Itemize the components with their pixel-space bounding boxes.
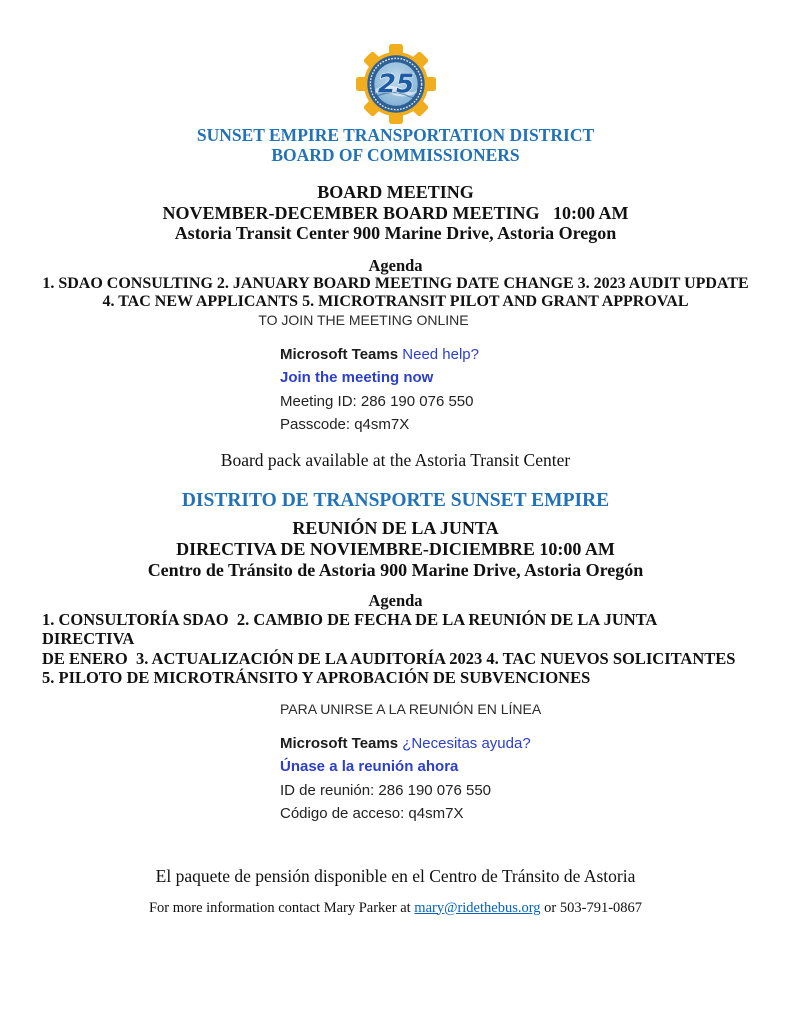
gear-logo-graphic xyxy=(351,44,441,124)
logo-25-numeral: 25 xyxy=(377,69,414,100)
agenda-line1-es: 1. CONSULTORÍA SDAO 2. CAMBIO DE FECHA DE LA REUNIÓN DE LA JUNTA DIRECTIVA xyxy=(42,609,661,648)
meeting-id-line-en xyxy=(280,390,791,414)
microsoft-teams-label-en: Microsoft Teams xyxy=(280,345,399,363)
join-meeting-line-en xyxy=(280,366,791,390)
contact-email-link[interactable]: mary@ridethebus.org xyxy=(414,899,541,916)
meeting-datetime-es: DIRECTIVA DE NOVIEMBRE-DICIEMBRE 10:00 AM xyxy=(176,538,615,559)
meeting-id-label-en: Meeting ID: xyxy=(280,392,357,410)
meeting-header-es xyxy=(0,518,791,581)
meeting-id-line-es xyxy=(280,779,791,803)
need-help-link-en[interactable]: Need help? xyxy=(402,345,479,363)
meeting-id-label-es: ID de reunión: xyxy=(280,781,375,799)
meeting-datetime-en: NOVEMBER-DECEMBER BOARD MEETING 10:00 AM xyxy=(162,202,629,223)
join-online-label-en: TO JOIN THE MEETING ONLINE xyxy=(258,311,469,328)
setd-25th-anniversary-logo xyxy=(351,44,441,124)
need-help-link-es[interactable]: ¿Necesitas ayuda? xyxy=(402,734,531,752)
org-subtitle-line: BOARD OF COMMISSIONERS xyxy=(271,144,520,165)
join-online-label-es: PARA UNIRSE A LA REUNIÓN EN LÍNEA xyxy=(280,700,542,717)
board-pack-note-es: El paquete de pensión disponible en el Centro de Tránsito de Astoria xyxy=(155,865,636,886)
passcode-label-en: Passcode: xyxy=(280,416,351,433)
meeting-title-es: REUNIÓN DE LA JUNTA xyxy=(292,517,499,538)
contact-prefix: For more information contact Mary Parker at xyxy=(148,899,415,916)
meeting-location-es: Centro de Tránsito de Astoria 900 Marine Drive, Astoria Oregón xyxy=(147,559,644,580)
contact-suffix: or 503-791-0867 xyxy=(540,899,643,916)
meeting-id-value-es: 286 190 076 550 xyxy=(378,781,492,799)
teams-block-en xyxy=(280,343,791,437)
agenda-label-en: Agenda xyxy=(368,255,423,275)
passcode-value-en: q4sm7X xyxy=(354,416,410,433)
join-meeting-link-es[interactable]: Únase a la reunión ahora xyxy=(280,758,459,775)
org-name-line: SUNSET EMPIRE TRANSPORTATION DISTRICT xyxy=(196,125,595,145)
agenda-line3-es: 5. PILOTO DE MICROTRÁNSITO Y APROBACIÓN DE SUBVENCIONES xyxy=(42,668,591,687)
teams-block-es xyxy=(280,732,791,826)
board-pack-note-en: Board pack available at the Astoria Transit Center xyxy=(220,449,571,470)
join-meeting-link-en[interactable]: Join the meeting now xyxy=(280,369,434,386)
passcode-label-es: Código de acceso: xyxy=(280,805,405,822)
meeting-id-value-en: 286 190 076 550 xyxy=(360,392,474,410)
teams-header-line-en xyxy=(280,343,791,367)
meeting-header-en xyxy=(0,182,791,244)
join-meeting-line-es xyxy=(280,755,791,779)
passcode-line-en xyxy=(280,413,791,437)
agenda-label-es: Agenda xyxy=(368,590,423,610)
teams-header-line-es xyxy=(280,732,791,756)
passcode-value-es: q4sm7X xyxy=(408,805,464,822)
agenda-line2-es: DE ENERO 3. ACTUALIZACIÓN DE LA AUDITORÍA 2023 4. TAC NUEVOS SOLICITANTES xyxy=(42,648,736,668)
org-heading xyxy=(0,126,791,165)
org-heading-es: DISTRITO DE TRANSPORTE SUNSET EMPIRE xyxy=(181,489,610,511)
agenda-line1-en: 1. SDAO CONSULTING 2. JANUARY BOARD MEETING DATE CHANGE 3. 2023 AUDIT UPDATE xyxy=(42,274,749,292)
contact-line xyxy=(0,900,791,917)
microsoft-teams-label-es: Microsoft Teams xyxy=(280,734,399,752)
passcode-line-es xyxy=(280,802,791,826)
meeting-title-en: BOARD MEETING xyxy=(317,182,474,202)
meeting-location-en: Astoria Transit Center 900 Marine Drive, Astoria Oregon xyxy=(174,223,617,243)
agenda-line2-en: 4. TAC NEW APPLICANTS 5. MICROTRANSIT PILOT AND GRANT APPROVAL xyxy=(102,293,689,310)
